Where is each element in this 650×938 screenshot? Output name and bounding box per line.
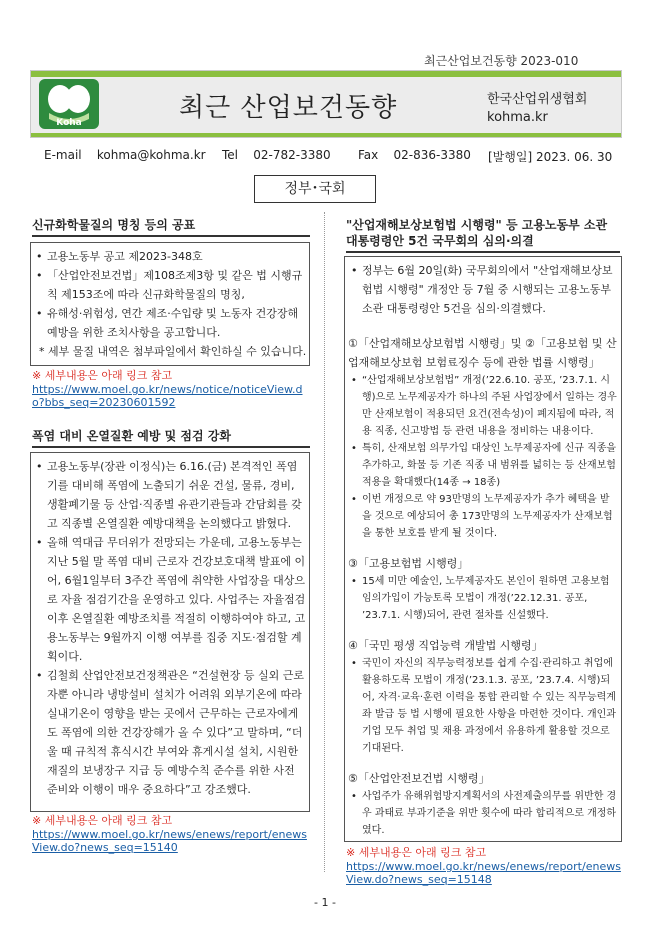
banner-top-stripe <box>31 71 621 77</box>
reference-link[interactable]: https://www.moel.go.kr/news/notice/noticeView.do?bbs_seq=20230601592 <box>32 383 303 409</box>
page-number: - 1 - <box>314 896 336 909</box>
list-item: • 올해 역대급 무더위가 전망되는 가운데, 고용노동부는 지난 5월 말 폭염 대비 근로자 건강보호대책 발표에 이어, 6월1일부터 3주간 폭염에 취약한 사업장을 대상으로 자율 점검기간을 운영하고 있다. 사업주는 자율점검 이후 온열질환 예방조치를 적절히 이행하여야 하고, 고용노동부는 9월까지 이행 여부를 집중 지도·점검할 계획이다. <box>33 533 307 666</box>
email-address[interactable]: kohma@kohma.kr <box>96 148 206 162</box>
banner-bottom-stripe <box>31 133 621 137</box>
list-item: • 15세 미만 예술인, 노무제공자도 본인이 원하면 고용보험 임의가입이 가능토록 모법이 개정(’22.12.31. 공포, ’23.7.1. 시행)되어, 관련 절차를 신설했다. <box>348 573 618 624</box>
subheading-3: ③「고용보험법 시행령」 <box>348 557 469 570</box>
column-divider <box>324 212 325 872</box>
list-item: • 특히, 산재보험 의무가입 대상인 노무제공자에 신규 직종을 추가하고, 화물 등 기존 직종 내 범위를 넓히는 등 산재보험 적용을 확대했다(14종 → 18종) <box>348 440 618 491</box>
list-item: • 김철희 산업안전보건정책관은 “건설현장 등 실외 근로자뿐 아니라 냉방설비 설치가 어려워 외부기온에 따라 실내기온이 영향을 받는 곳에서 근무하는 근로자에게도 폭염에 의한 건강장해가 올 수 있다”고 말하며, “더울 때 규칙적 휴식시간 부여와 휴게시설 설치, 시원한 재질의 보냉장구 지급 등 예방수칙 준수를 위한 사전 준비와 이행이 매우 중요하다”고 강조했다. <box>33 666 307 799</box>
article-body-cabinet-decrees <box>344 256 622 842</box>
list-item: • 고용노동부(장관 이정식)는 6.16.(금) 본격적인 폭염기를 대비해 폭염에 노출되기 쉬운 건설, 물류, 경비, 생활폐기물 등 산업·직종별 유관기관들과 간담회를 갖고 직종별 온열질환 예방대책을 논의했다고 밝혔다. <box>33 457 307 533</box>
tel-contact <box>222 148 331 162</box>
fax-number: 02-836-3380 <box>393 148 471 162</box>
list-item: • 국민이 자신의 직무능력정보를 쉽게 수집·관리하고 취업에 활용하도록 모법이 개정(’23.1.3. 공포, ’23.7.4. 시행)되어, 자격·교육·훈련 이력을 통합 관리할 수 있는 직무능력계좌 발급 등 법 시행에 필요한 사항을 마련한 것이다. 개인과 기업 모두 취업 및 채용 과정에서 유용하게 활용할 것으로 기대된다. <box>348 655 618 757</box>
issue-date: [발행일] 2023. 06. 30 <box>488 150 613 164</box>
list-item: • “산업재해보상보험법” 개정(’22.6.10. 공포, ’23.7.1. 시행)으로 노무제공자가 하나의 주된 사업장에서 일하는 경우만 산재보험이 적용되던 요건(전속성)이 폐지됨에 따라, 적용 직종, 신고방법 등 관련 내용을 정비하는 내용이다. <box>348 372 618 440</box>
publisher-site: kohma.kr <box>487 110 548 125</box>
subheading-4: ④「국민 평생 직업능력 개발법 시행령」 <box>348 639 543 652</box>
tel-label: Tel <box>222 148 239 162</box>
logo-wordmark: Koha <box>56 118 82 128</box>
publisher-name: 한국산업위생협회 <box>487 92 588 107</box>
intro-item: • 정부는 6월 20일(화) 국무회의에서 "산업재해보상보험법 시행령" 개정안 등 7월 중 시행되는 고용노동부 소관 대통령령안 5건을 심의·의결했다. <box>348 261 618 318</box>
email-contact <box>44 148 206 162</box>
newsletter-title: 최근 산업보건동향 <box>179 93 398 123</box>
fax-label: Fax <box>358 148 379 162</box>
subheading-5: ⑤「산업안전보건법 시행령」 <box>348 772 490 785</box>
reference-label: ※ 세부내용은 아래 링크 참고 <box>346 846 487 859</box>
reference-label: ※ 세부내용은 아래 링크 참고 <box>32 369 173 382</box>
email-label: E-mail <box>44 148 82 162</box>
issue-number: 최근산업보건동향 2023-010 <box>424 54 579 68</box>
reference-link[interactable]: https://www.moel.go.kr/news/enews/report/enewsView.do?news_seq=15148 <box>346 860 621 886</box>
article-heading-cabinet-decrees: "산업재해보상보험법 시행령" 등 고용노동부 소관 대통령령안 5건 국무회의 심의·의결 <box>346 217 620 253</box>
publisher-info <box>487 91 587 127</box>
subheading-1-2: ①「산업재해보상보험법 시행령」및 ②「고용보험 및 산업재해보상보험 보험료징수 등에 관한 법률 시행령」 <box>348 337 617 369</box>
masthead-banner <box>30 70 622 138</box>
list-item: • 사업주가 유해위험방지계획서의 사전제출의무를 위반한 경우 과태료 부과기준을 위반 횟수에 따라 합리적으로 개정하였다. <box>348 788 618 839</box>
article-body-new-chemicals <box>30 242 310 366</box>
fax-contact <box>358 148 471 162</box>
list-item: • 「산업안전보건법」제108조제3항 및 같은 법 시행규칙 제153조에 따라 신규화학물질의 명칭, <box>33 266 307 304</box>
article-heading-heatwave: 폭염 대비 온열질환 예방 및 점검 강화 <box>32 428 310 448</box>
list-item: • 유해성·위험성, 연간 제조·수입량 및 노동자 건강장해 예방을 위한 조치사항을 공고합니다. <box>33 304 307 342</box>
reference-label: ※ 세부내용은 아래 링크 참고 <box>32 814 173 827</box>
article-heading-new-chemicals: 신규화학물질의 명칭 등의 공표 <box>32 217 310 237</box>
list-item: • 이번 개정으로 약 93만명의 노무제공자가 추가 혜택을 받을 것으로 예상되어 총 173만명의 노무제공자가 산재보험을 통한 보호를 받게 될 것이다. <box>348 491 618 542</box>
section-label: 정부･국회 <box>254 175 376 203</box>
list-item: • 고용노동부 공고 제2023-348호 <box>33 247 307 266</box>
article-body-heatwave <box>30 452 310 812</box>
reference-link[interactable]: https://www.moel.go.kr/news/enews/report/enewsView.do?news_seq=15140 <box>32 828 307 854</box>
tel-number: 02-782-3380 <box>253 148 331 162</box>
attachment-note: * 세부 물질 내역은 첨부파일에서 확인하실 수 있습니다. <box>39 345 307 358</box>
